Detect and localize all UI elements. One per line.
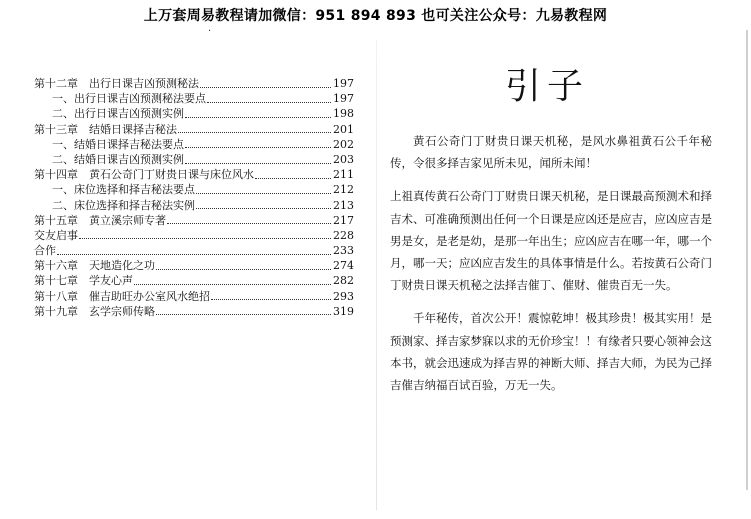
toc-leader-dots [57, 245, 331, 255]
preface-body [390, 130, 712, 407]
toc-entry-page: 293 [333, 289, 354, 303]
toc-entry [34, 213, 354, 228]
toc-entry-page: 201 [333, 122, 354, 136]
toc-leader-dots [200, 78, 331, 88]
toc-entry-title: 一、出行日课吉凶预测秘法要点 [52, 92, 206, 106]
preface-paragraph: 黄石公奇门丁财贵日课天机秘，是风水鼻祖黄石公千年秘传，令很多择吉家见所未见，闻所未闻！ [390, 134, 712, 171]
toc-entry-title: 合作 [34, 244, 56, 258]
preface-paragraph: 千年秘传，首次公开！震惊乾坤！极其珍贵！极其实用！是预测家、择吉家梦寐以求的无价珍宝！！有缘者只要心领神会这本书，就会迅速成为择吉界的神断大师、择吉大师，为民为己择吉催吉纳福百试百验，万无一失。 [390, 311, 712, 393]
table-of-contents [34, 76, 354, 319]
toc-leader-dots [156, 305, 331, 315]
toc-leader-dots [196, 184, 331, 194]
toc-entry [34, 258, 354, 273]
speck-mark: · [208, 26, 212, 37]
toc-entry-page: 198 [333, 107, 354, 121]
toc-entry [34, 243, 354, 258]
toc-entry-page: 228 [333, 228, 354, 242]
header-banner: 上万套周易教程请加微信：951 894 893 也可关注公众号：九易教程网 [143, 8, 608, 24]
toc-entry [34, 76, 354, 91]
toc-leader-dots [178, 123, 331, 133]
toc-entry-title: 第十五章 黄立溪宗师专著 [34, 213, 166, 227]
toc-leader-dots [185, 138, 331, 148]
toc-entry [34, 106, 354, 121]
toc-entry-page: 197 [333, 92, 354, 106]
toc-entry-title: 第十四章 黄石公奇门丁财贵日课与床位风水 [34, 168, 254, 182]
toc-leader-dots [167, 214, 331, 224]
toc-entry-title: 第十六章 天地造化之功 [34, 259, 155, 273]
toc-entry-page: 211 [333, 168, 354, 182]
toc-entry-page: 233 [333, 244, 354, 258]
toc-entry [34, 167, 354, 182]
toc-entry-title: 第十九章 玄学宗师传略 [34, 304, 155, 318]
toc-entry-page: 197 [333, 77, 354, 90]
toc-entry-page: 213 [333, 198, 354, 212]
toc-entry [34, 137, 354, 152]
toc-leader-dots [185, 154, 331, 164]
page-gutter [376, 40, 377, 510]
toc-entry-title: 二、结婚日课吉凶预测实例 [52, 152, 184, 166]
toc-leader-dots [196, 199, 331, 209]
toc-entry-page: 217 [333, 213, 354, 227]
toc-entry-title: 第十二章 出行日课吉凶预测秘法 [34, 77, 199, 90]
toc-entry [34, 152, 354, 167]
toc-entry-title: 二、出行日课吉凶预测实例 [52, 107, 184, 121]
toc-leader-dots [185, 108, 331, 118]
toc-entry-page: 212 [333, 183, 354, 197]
toc-entry-page: 274 [333, 259, 354, 273]
toc-entry [34, 304, 354, 319]
toc-leader-dots [134, 275, 331, 285]
toc-leader-dots [156, 260, 331, 270]
toc-entry-title: 第十八章 催吉助旺办公室风水绝招 [34, 289, 210, 303]
toc-entry [34, 289, 354, 304]
page-edge [746, 30, 748, 490]
toc-entry-page: 202 [333, 137, 354, 151]
toc-leader-dots [211, 290, 331, 300]
toc-entry-title: 一、床位选择和择吉秘法要点 [52, 183, 195, 197]
toc-entry-title: 二、床位选择和择吉秘法实例 [52, 198, 195, 212]
toc-entry [34, 198, 354, 213]
toc-entry [34, 228, 354, 243]
toc-entry [34, 91, 354, 106]
toc-leader-dots [79, 229, 331, 239]
toc-entry [34, 182, 354, 197]
toc-entry-page: 203 [333, 152, 354, 166]
toc-entry [34, 273, 354, 288]
toc-entry-page: 319 [333, 304, 354, 318]
toc-entry-title: 交友启事 [34, 228, 78, 242]
preface-title: 引子 [505, 66, 590, 107]
preface-paragraph: 上祖真传黄石公奇门丁财贵日课天机秘，是日课最高预测术和择吉术、可准确预测出任何一个日课是应凶还是应吉，应凶应吉是男是女，是老是幼，是那一年出生；应凶应吉在哪一年，哪一个月，哪一天；应凶应吉发生的具体事情是什么。若按黄石公奇门丁财贵日课天机秘之法择吉催丁、催财、催贵百无一失。 [390, 189, 712, 293]
toc-entry-title: 第十三章 结婚日课择吉秘法 [34, 122, 177, 136]
toc-leader-dots [207, 93, 331, 103]
toc-entry-title: 一、结婚日课择吉秘法要点 [52, 137, 184, 151]
toc-leader-dots [255, 169, 331, 179]
toc-entry [34, 122, 354, 137]
toc-entry-page: 282 [333, 274, 354, 288]
toc-entry-title: 第十七章 学友心声 [34, 274, 133, 288]
